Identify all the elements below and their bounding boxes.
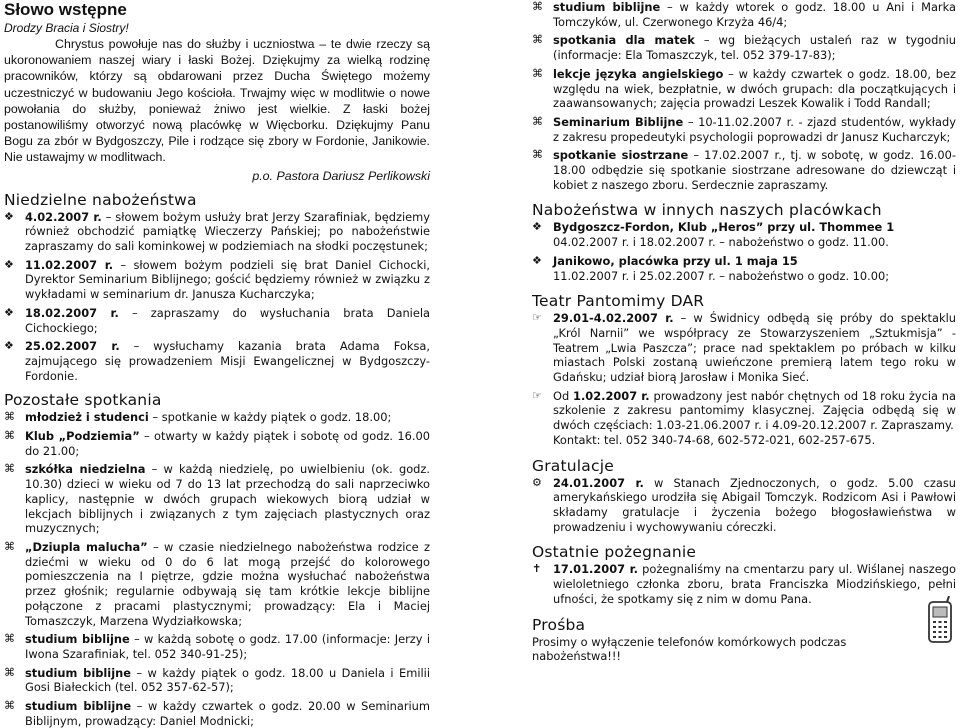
service-date: 4.02.2007 r. — [25, 209, 102, 224]
request-text: Prosimy o wyłączenie telefonów komórkowych podczas nabożeństwa!!! — [532, 634, 847, 664]
theatre-contact: Kontakt: tel. 052 340-74-68, 602-572-021, 602-257-675. — [553, 432, 876, 447]
theatre-date: 1.02.2007 r. — [573, 388, 650, 403]
service-text: – wysłuchamy kazania brata Adama Foksa, zajmującego się prowadzeniem Misji Ewangelicznej w Bydgoszczy-Fordonie. — [25, 339, 430, 383]
meeting-text: – 10-11.02.2007 r. - zjazd studentów, wykłady z zakresu propedeutyki psychologii poprowadzi dr Janusz Kucharczyk; — [553, 114, 956, 144]
meeting-name: studium biblijne — [553, 0, 661, 14]
cross-icon: ✝ — [532, 562, 542, 576]
place-name: Janikowo, placówka przy ul. 1 maja 15 — [553, 253, 798, 268]
meeting-name: studium biblijne — [25, 632, 130, 647]
meeting-text: – 17.02.2007 r., tj. w sobotę, w godz. 16.00-18.00 odbędzie się spotkanie siostrzane adresowane do dziewcząt i kobiet z naszego zboru. Serdecznie zapraszamy. — [553, 148, 956, 192]
signature: p.o. Pastora Dariusz Perlikowski — [252, 168, 430, 183]
page-title: Słowo wstępne — [4, 0, 127, 19]
theatre-heading: Teatr Pantomimy DAR — [532, 292, 705, 311]
diamond-bullet-icon: ❖ — [4, 209, 14, 223]
right-column — [532, 0, 956, 664]
clover-bullet-icon: ⌘ — [532, 148, 543, 162]
list-item — [4, 339, 430, 383]
list-item — [4, 462, 430, 536]
place-name: Bydgoszcz-Fordon, Klub „Heros” przy ul. Thommee 1 — [553, 220, 895, 235]
list-item — [4, 540, 430, 628]
request-heading: Prośba — [532, 615, 586, 634]
date-prefix: Od — [553, 388, 574, 403]
meeting-text: – w każdy wtorek o godz. 18.00 u Ani i Marka Tomczyków, ul. Czerwonego Krzyża 46/4; — [553, 0, 956, 29]
list-item — [4, 410, 430, 425]
list-item — [532, 67, 956, 111]
meetings-list — [532, 0, 956, 192]
list-item — [532, 33, 956, 62]
list-item — [532, 562, 956, 606]
meeting-name: młodzież i studenci — [25, 410, 149, 425]
congrats-text: w Stanach Zjednoczonych, o godz. 5.00 czasu amerykańskiego urodziła się Abigail Tomczyk. Rodzicom Asi i Pawłowi składamy gratulacje i życzenia bożego błogosławieństwa w prowadzeniu i wychowywaniu córeczki. — [553, 475, 956, 534]
meeting-name: szkółka niedzielna — [25, 462, 146, 477]
greeting: Drodzy Bracia i Siostry! — [4, 21, 129, 35]
farewell-heading: Ostatnie pożegnanie — [532, 543, 697, 562]
other-meetings-heading: Pozostałe spotkania — [4, 391, 162, 410]
flower-bullet-icon: ⚙ — [532, 475, 542, 489]
clover-bullet-icon: ⌘ — [4, 699, 15, 713]
meeting-text: – w każdy piątek o godz. 18.00 u Daniela i Emilii Gosi Białeckich (tel. 052 357-62-57); — [25, 665, 430, 695]
mobile-phone-icon — [925, 596, 955, 644]
meeting-name: „Dziupla malucha” — [25, 539, 148, 554]
meeting-text: – wg bieżących ustaleń raz w tygodniu (informacje: Ela Tomaszczyk, tel. 052 379-17-83); — [553, 33, 956, 63]
place-text: 04.02.2007 r. i 18.02.2007 r. – nabożeństwo o godz. 11.00. — [553, 235, 889, 250]
congrats-heading: Gratulacje — [532, 456, 614, 475]
meeting-name: Klub „Podziemia” — [25, 429, 140, 444]
meeting-text: – w każdą sobotę o godz. 17.00 (informacje: Jerzy i Iwona Szarafiniak, tel. 052 340-91-25); — [25, 632, 430, 661]
list-item — [4, 306, 430, 335]
theatre-text: – w Świdnicy odbędą się próby do spektaklu „Król Narnii” we współpracy ze Stowarzyszeniem „Sztukmisja” - Teatrem „Lwia Paszcza”; prace nad spektaklem po próbach w kilku miastach Polski zostaną uwieńczone premierą latem tego roku w Gdańsku; udział biorą Jarosław i Monika Sieć. — [553, 311, 956, 385]
pointing-hand-icon: ☞ — [532, 311, 542, 325]
clover-bullet-icon: ⌘ — [4, 429, 15, 443]
clover-bullet-icon: ⌘ — [532, 33, 543, 47]
farewell-text: pożegnaliśmy na cmentarzu pary ul. Wiślanej naszego wieloletniego członka zboru, brata Franciszka Miodzińskiego, pełni ufności, że spotkamy się z nim w domu Pana. — [553, 562, 956, 606]
diamond-bullet-icon: ❖ — [532, 253, 542, 267]
clover-bullet-icon: ⌘ — [4, 410, 15, 424]
theatre-date: 29.01-4.02.2007 r. — [553, 311, 674, 326]
service-date: 18.02.2007 r. — [25, 305, 119, 320]
list-item — [4, 258, 430, 302]
meeting-name: studium biblijne — [25, 699, 132, 714]
meeting-name: Seminarium Biblijne — [553, 114, 684, 129]
clover-bullet-icon: ⌘ — [532, 114, 543, 128]
list-item — [4, 666, 430, 695]
clover-bullet-icon: ⌘ — [4, 462, 15, 476]
congrats-date: 24.01.2007 r. — [553, 475, 644, 490]
list-item — [4, 699, 430, 728]
clover-bullet-icon: ⌘ — [4, 665, 15, 679]
clover-bullet-icon: ⌘ — [532, 66, 543, 80]
service-text: – słowem bożym podzieli się brat Daniel Cichocki, Dyrektor Seminarium Biblijnego; gościć będziemy również w związku z wykładami w seminarium dr. Janusza Kucharczyka; — [25, 257, 430, 302]
farewell-list — [532, 562, 956, 606]
list-item — [532, 254, 956, 283]
list-item — [532, 115, 956, 144]
clover-bullet-icon: ⌘ — [532, 0, 543, 13]
meeting-text: – otwarty w każdy piątek i sobotę od godz. 16.00 do 21.00; — [25, 429, 430, 458]
diamond-bullet-icon: ❖ — [4, 257, 14, 271]
service-date: 11.02.2007 r. — [25, 257, 114, 272]
list-item — [532, 476, 956, 535]
diamond-bullet-icon: ❖ — [4, 305, 14, 319]
congrats-list — [532, 476, 956, 535]
diamond-bullet-icon: ❖ — [4, 339, 14, 353]
meeting-name: lekcje języka angielskiego — [553, 66, 724, 81]
meeting-text: – w każdy czwartek o godz. 20.00 w Seminarium Biblijnym, prowadzący: Daniel Modnicki; — [25, 699, 430, 728]
meeting-name: studium biblijne — [25, 665, 131, 680]
services-list — [4, 210, 430, 384]
meeting-text: – w każdy czwartek o godz. 18.00, bez względu na wiek, bezpłatnie, w dwóch grupach: dla początkujących i zaawansowanych; zajęcia prowadzi Leszek Kowalik i Todd Randall; — [553, 66, 956, 111]
service-text: – zapraszamy do wysłuchania brata Daniela Cichockiego; — [25, 305, 430, 335]
places-list — [532, 220, 956, 283]
theatre-list — [532, 311, 956, 447]
place-text: 11.02.2007 r. i 25.02.2007 r. – nabożeństwo o godz. 10.00; — [553, 268, 890, 283]
other-meetings-list — [4, 410, 430, 728]
list-item — [532, 220, 956, 249]
list-item — [532, 148, 956, 192]
list-item — [4, 632, 430, 661]
service-date: 25.02.2007 r. — [25, 339, 120, 354]
clover-bullet-icon: ⌘ — [4, 539, 15, 553]
list-item — [532, 0, 956, 29]
theatre-text: prowadzony jest nabór chętnych od 18 roku życia na szkolenie z zakresu pantomimy klasycznej. Zajęcia odbędą się w dwóch częściach: 1.03-21.06.2007 r. i 4.09-20.12.2007 r. Zapraszamy. — [553, 388, 956, 433]
intro-paragraph: Chrystus powołuje nas do służby i uczniostwa – te dwie rzeczy są ukoronowaniem naszej wiary i łaski Bożej. Dziękujmy za wielką rodzinę pracowników, którzy są obdarowani przez Ducha Świętego możemy uczestniczyć w budowaniu Jego kościoła. Trwajmy więc w modlitwie o nowe powołania do służby, ponieważ żniwo jest wielkie. Z łaski bożej postanowiliśmy otworzyć nową placówkę w Więcborku. Dziękujmy Panu Bogu za zbór w Bydgoszczy, Pile i rodzące się zbory w Fordonie, Janikowie. Nie ustawajmy w modlitwach. — [4, 37, 430, 165]
meeting-text: – spotkanie w każdy piątek o godz. 18.00; — [148, 410, 392, 425]
left-column — [4, 0, 430, 728]
other-places-heading: Nabożeństwa w innych naszych placówkach — [532, 201, 882, 220]
list-item — [4, 429, 430, 458]
diamond-bullet-icon: ❖ — [532, 220, 542, 234]
clover-bullet-icon: ⌘ — [4, 632, 15, 646]
services-heading: Niedzielne nabożeństwa — [4, 190, 197, 209]
list-item — [4, 210, 430, 254]
pointing-hand-icon: ☞ — [532, 388, 542, 402]
meeting-name: spotkania dla matek — [553, 33, 695, 48]
meeting-text: – w każdą niedzielę, po uwielbieniu (ok. godz. 10.30) dzieci w wieku od 7 do 13 lat przechodzą do sali naprzeciwko kaplicy, następnie w dwóch grupach wiekowych biorą udział w lekcjach biblijnych i związanych z tym zajęciach plastycznych oraz muzycznych; — [25, 462, 430, 536]
meeting-text: – w czasie niedzielnego nabożeństwa rodzice z dziećmi w wieku od 0 do 6 lat mogą przejść do kolorowego pomieszczenia na I piętrze, gdzie można wysłuchać nabożeństwa przez głośnik; regularnie odbywają się tam krótkie lekcje biblijne połączone z pracami plastycznymi; prowadzący: Ela i Maciej Tomaszczyk, Marzena Wydziałkowska; — [25, 539, 430, 628]
meeting-name: spotkanie siostrzane — [553, 148, 689, 163]
farewell-date: 17.01.2007 r. — [553, 562, 638, 577]
service-text: – słowem bożym usłuży brat Jerzy Szarafiniak, będziemy również obchodzić pamiątkę Wieczerzy Pańskiej; po nabożeństwie zapraszamy do sali kominkowej w podziemiach na słodki poczęstunek; — [25, 209, 430, 254]
list-item — [532, 311, 956, 385]
list-item — [532, 389, 956, 448]
